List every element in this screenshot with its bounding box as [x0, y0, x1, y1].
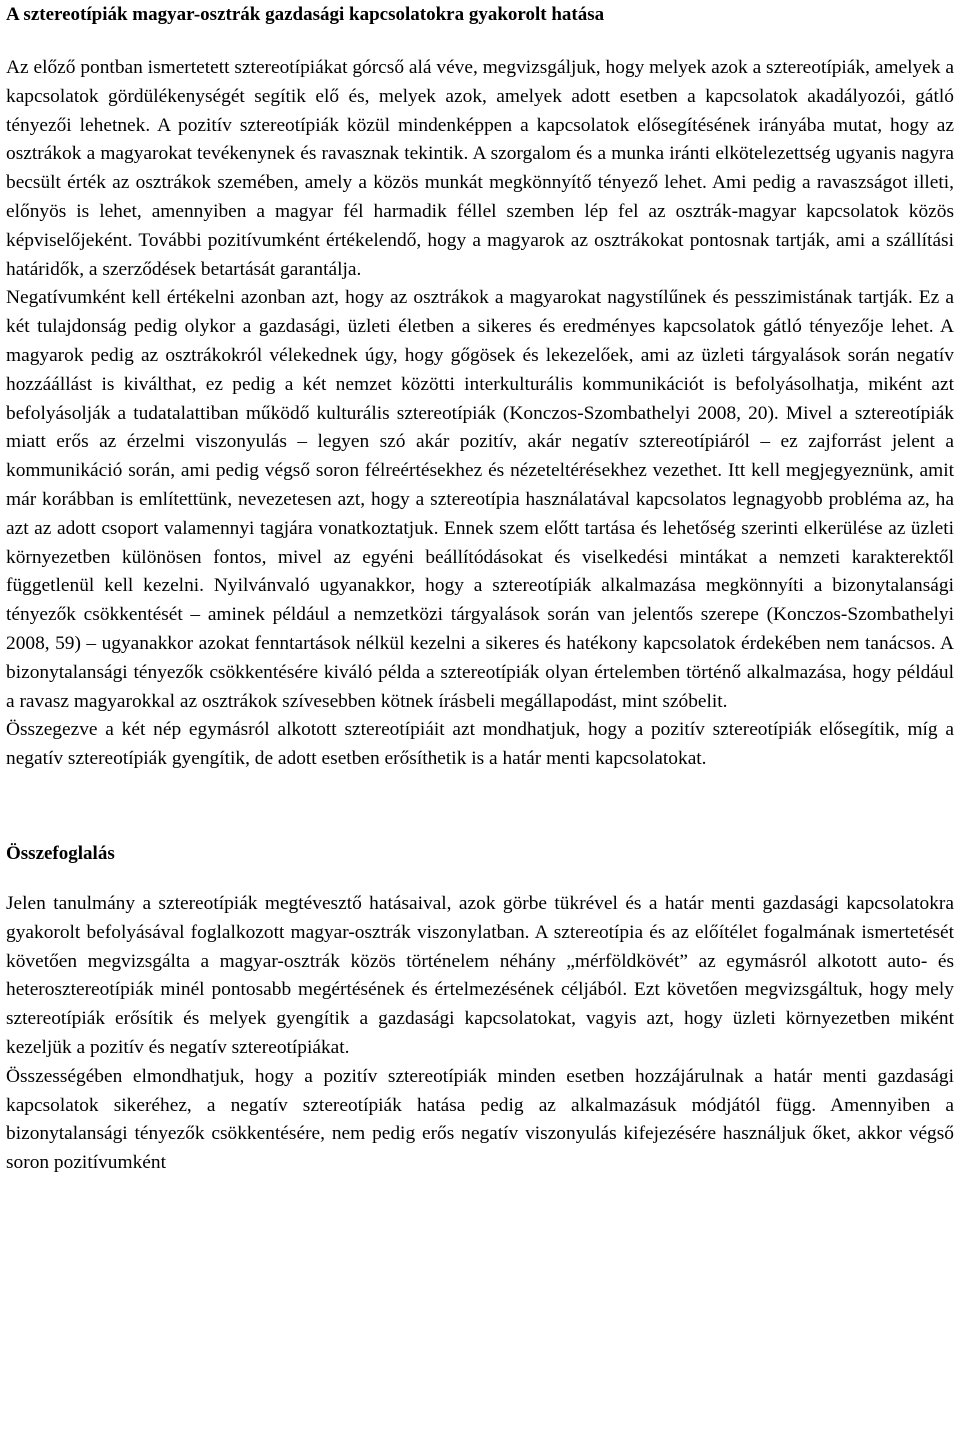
body-paragraph: Az előző pontban ismertetett sztereotípiákat górcső alá véve, megvizsgáljuk, hogy melyek azok a sztereotípiák, amelyek a kapcsolatok gördülékenységét segítik elő és, melyek azok, amelyek adott esetben a kapcsolatok akadályozói, gátló tényezői lehetnek. A pozitív sztereotípiák közül mindenképpen a kapcsolatok elősegítésének irányába mutat, hogy az osztrákok a magyarokat tevékenynek és ravasznak tekintik. A szorgalom és a munka iránti elkötelezettség ugyanis nagyra becsült érték az osztrákok szemében, amely a közös munkát megkönnyítő tényező lehet. Ami pedig a ravaszságot illeti, előnyös is lehet, amennyiben a magyar fél harmadik féllel szemben lép fel az osztrák-magyar kapcsolatok közös képviselőjeként. További pozitívumként értékelendő, hogy a magyarok az osztrákokat pontosnak tartják, ami a szállítási határidők, a szerződések betartását garantálja. — [6, 57, 954, 280]
body-paragraph: Negatívumként kell értékelni azonban azt, hogy az osztrákok a magyarokat nagystílűnek és pesszimistának tartják. Ez a két tulajdonság pedig olykor a gazdasági, üzleti életben a sikeres és eredményes kapcsolatok gátló tényezője lehet. A magyarok pedig az osztrákokról vélekednek úgy, hogy gőgösek és lekezelőek, ami az üzleti tárgyalások során negatív hozzáállást is kiválthat, ez pedig a két nemzet közötti interkulturális kommunikációt is befolyásolhatja, miként azt befolyásolják a tudatalattiban működő kulturális sztereotípiák (Konczos-Szombathelyi 2008, 20). Mivel a sztereotípiák miatt erős az érzelmi viszonyulás – legyen szó akár pozitív, akár negatív sztereotípiáról – ez zajforrást jelent a kommunikáció során, ami pedig végső soron félreértésekhez és nézeteltérésekhez vezethet. Itt kell megjegyeznünk, amit már korábban is említettünk, nevezetesen azt, hogy a sztereotípia használatával kapcsolatos legnagyobb probléma az, ha azt az adott csoport valamennyi tagjára vonatkoztatjuk. Ennek szem előtt tartása és lehetőség szerinti elkerülése az üzleti környezetben különösen fontos, mivel az egyéni beállítódásokat és viselkedési mintákat a nemzeti karakterektől függetlenül kell kezelni. Nyilvánvaló ugyanakkor, hogy a sztereotípiák alkalmazása megkönnyíti a bizonytalansági tényezők csökkentését – aminek például a nemzetközi tárgyalások során van jelentős szerepe (Konczos-Szombathelyi 2008, 59) – ugyanakkor azokat fenntartások nélkül kezelni a sikeres és hatékony kapcsolatok érdekében nem tanácsos. A bizonytalansági tényezők csökkentésére kiváló példa a sztereotípiák olyan értelemben történő alkalmazása, hogy például a ravasz magyarokkal az osztrákok szívesebben kötnek írásbeli megállapodást, mint szóbelit. — [6, 287, 954, 712]
summary-title: Összefoglalás — [6, 842, 115, 864]
section-title: A sztereotípiák magyar-osztrák gazdasági kapcsolatokra gyakorolt hatása — [6, 4, 605, 25]
summary-paragraph: Jelen tanulmány a sztereotípiák megtévesztő hatásaival, azok görbe tükrével és a határ menti gazdasági kapcsolatokra gyakorolt befolyásával foglalkozott magyar-osztrák viszonylatban. A sztereotípia és az előítélet fogalmának ismertetését követően megvizsgálta a magyar-osztrák közös történelem néhány „mérföldkövét” az egymásról alkotott auto- és heterosztereotípiák minél pontosabb megértésének és értelmezésének céljából. Ezt követően megvizsgáltuk, hogy mely sztereotípiák erősítik és melyek gyengítik a gazdasági kapcsolatokat, vagyis azt, hogy üzleti környezetben miként kezeljük a pozitív és negatív sztereotípiákat. — [6, 892, 954, 1058]
body-paragraph: Összegezve a két nép egymásról alkotott sztereotípiáit azt mondhatjuk, hogy a pozitív sztereotípiák elősegítik, míg a negatív sztereotípiák gyengítik, de adott esetben erősíthetik is a határ menti kapcsolatokat. — [6, 719, 954, 770]
document-page — [6, 0, 954, 1178]
summary-paragraph: Összességében elmondhatjuk, hogy a pozitív sztereotípiák minden esetben hozzájárulnak a határ menti gazdasági kapcsolatok sikeréhez, a negatív sztereotípiák hatása pedig az alkalmazásuk módjától függ. Amennyiben a bizonytalansági tényezők csökkentésére, nem pedig erős negatív viszonyulás kifejezésére használjuk őket, akkor végső soron pozitívumként — [6, 1065, 954, 1174]
